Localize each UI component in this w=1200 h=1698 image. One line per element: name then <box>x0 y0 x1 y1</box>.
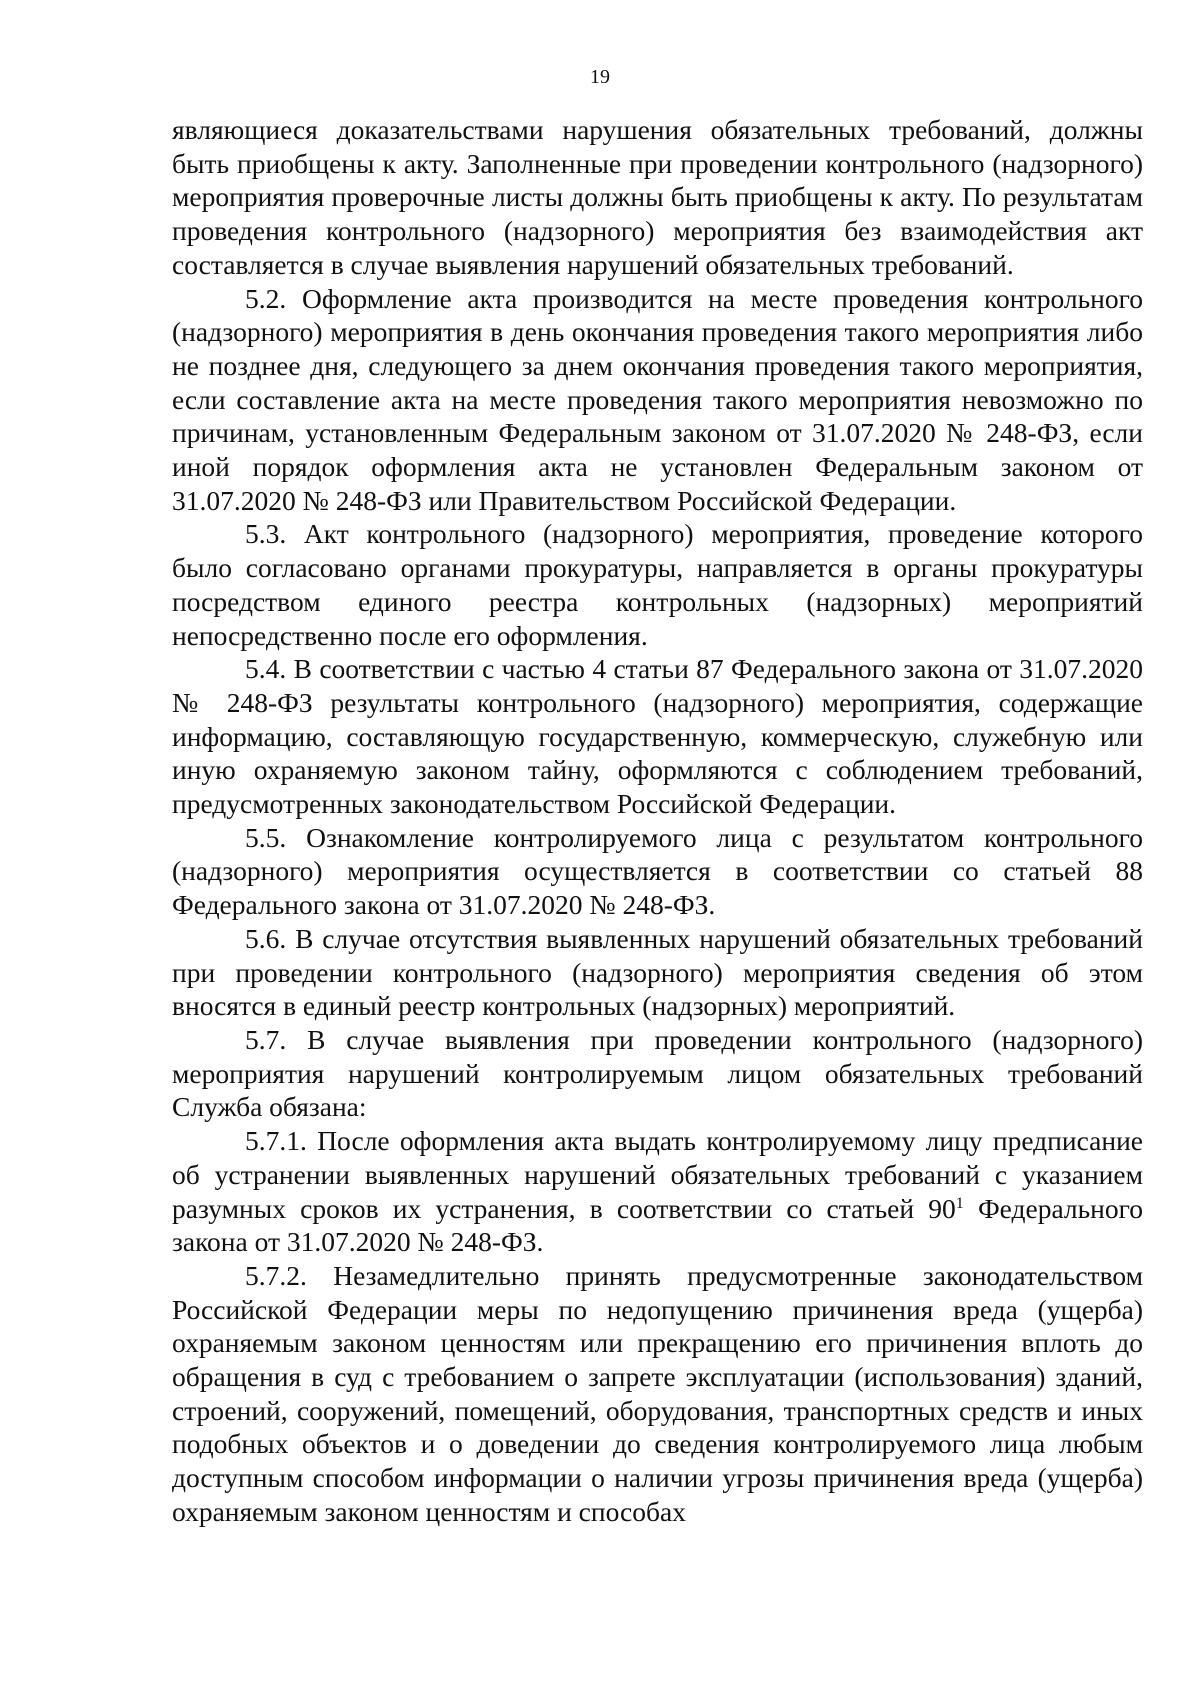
paragraph-5-7-2: 5.7.2. Незамедлительно принять предусмотренные законодательством Российской Федерации меры по недопущению причинения вреда (ущерба) охраняемым законом ценностям или прекращению его причинения вплоть до обращения в суд с требованием о запрете эксплуатации (использования) зданий, строений, сооружений, помещений, оборудования, транспортных средств и иных подобных объектов и о доведении до сведения контролируемого лица любым доступным способом информации о наличии угрозы причинения вреда (ущерба) охраняемым законом ценностям и способах <box>172 1259 1143 1527</box>
paragraph-5-2: 5.2. Оформление акта производится на месте проведения контрольного (надзорного) мероприятия в день окончания проведения такого мероприятия либо не позднее дня, следующего за днем окончания проведения такого мероприятия, если составление акта на месте проведения такого мероприятия невозможно по причинам, установленным Федеральным законом от 31.07.2020 № 248-ФЗ, если иной порядок оформления акта не установлен Федеральным законом от 31.07.2020 № 248-ФЗ или Правительством Российской Федерации. <box>172 282 1143 516</box>
paragraph-5-7-1 <box>172 1124 1143 1259</box>
paragraph-5-3: 5.3. Акт контрольного (надзорного) мероприятия, проведение которого было согласовано органами прокуратуры, направляется в органы прокуратуры посредством единого реестра контрольных (надзорных) мероприятий непосредственно после его оформления. <box>172 518 1143 651</box>
paragraph-5-7-1-text: 5.7.1. После оформления акта выдать контролируемому лицу предписание об устранении выявленных нарушений обязательных требований с указанием разумных сроков их устранения, в соответствии со статьей 90 <box>172 1125 1143 1224</box>
paragraph-5-4: 5.4. В соответствии с частью 4 статьи 87 Федерального закона от 31.07.2020 № 248-ФЗ результаты контрольного (надзорного) мероприятия, содержащие информацию, составляющую государственную, коммерческую, служебную или иную охраняемую законом тайну, оформляются с соблюдением требований, предусмотренных законодательством Российской Федерации. <box>172 653 1143 820</box>
superscript-marker: 1 <box>955 1194 964 1212</box>
document-body <box>172 113 1143 1529</box>
paragraph-5-6: 5.6. В случае отсутствия выявленных нарушений обязательных требований при проведении контрольного (надзорного) мероприятия сведения об этом вносятся в единый реестр контрольных (надзорных) мероприятий. <box>172 922 1143 1022</box>
paragraph-5-7: 5.7. В случае выявления при проведении контрольного (надзорного) мероприятия нарушений контролируемым лицом обязательных требований Служба обязана: <box>172 1023 1143 1123</box>
page-number: 19 <box>590 66 610 88</box>
paragraph-5-7-1-tail: Федерального закона от 31.07.2020 № 248-ФЗ. <box>172 1192 1143 1258</box>
paragraph-continuation: являющиеся доказательствами нарушения обязательных требований, должны быть приобщены к акту. Заполненные при проведении контрольного (надзорного) мероприятия проверочные листы должны быть приобщены к акту. По результатам проведения контрольного (надзорного) мероприятия без взаимодействия акт составляется в случае выявления нарушений обязательных требований. <box>172 114 1143 280</box>
paragraph-5-5: 5.5. Ознакомление контролируемого лица с результатом контрольного (надзорного) мероприятия осуществляется в соответствии со статьей 88 Федерального закона от 31.07.2020 № 248-ФЗ. <box>172 821 1143 921</box>
